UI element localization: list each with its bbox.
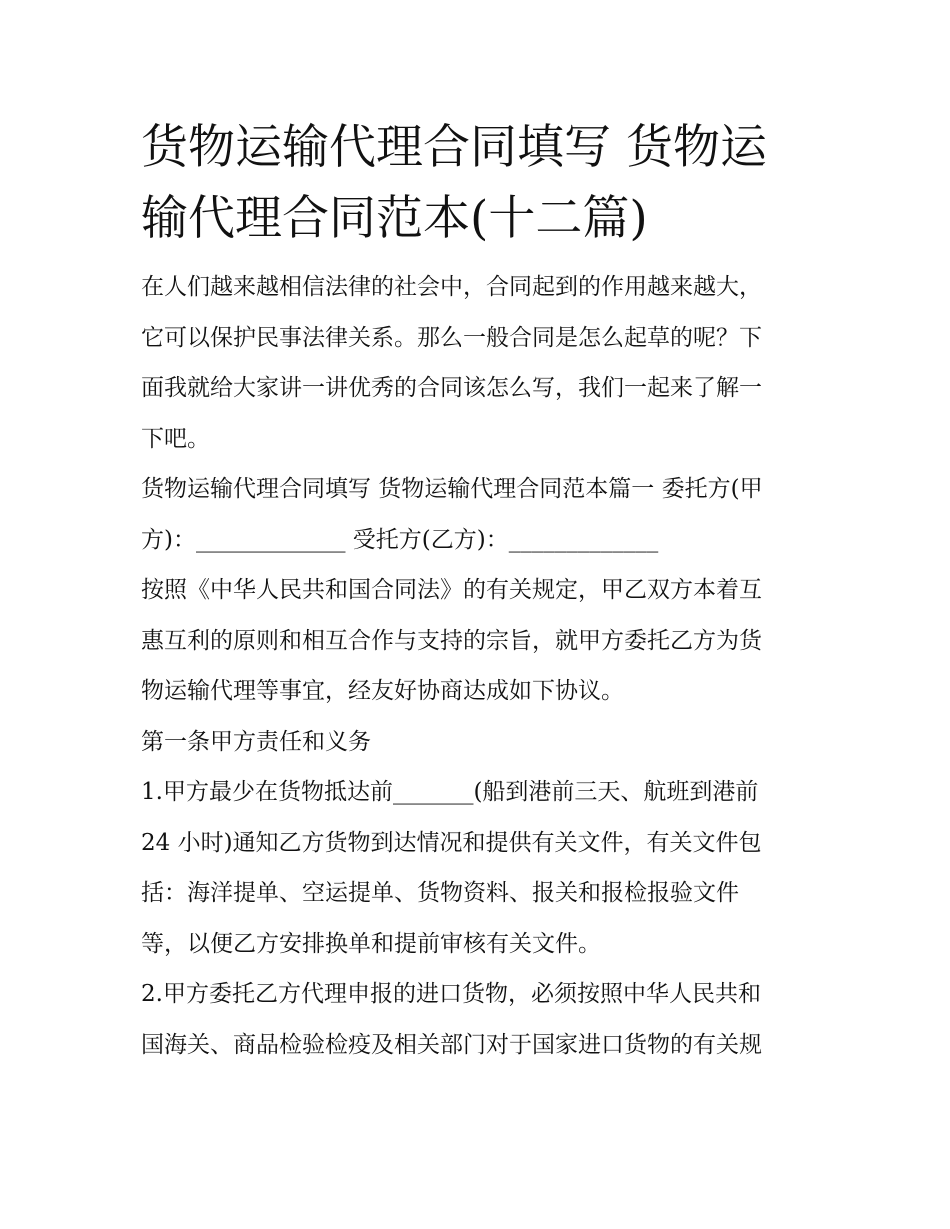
text-line: 1.甲方最少在货物抵达前_______(船到港前三天、航班到港前 xyxy=(141,779,759,805)
text-line: 在人们越来越相信法律的社会中，合同起到的作用越来越大， xyxy=(141,274,762,300)
text-line: 方)：_____________ 受托方(乙方)：_____________ xyxy=(141,526,659,553)
text-line: 它可以保护民事法律关系。那么一般合同是怎么起草的呢？下 xyxy=(141,324,762,351)
document-body xyxy=(141,262,813,1070)
text-line: 惠互利的原则和相互合作与支持的宗旨，就甲方委托乙方为货 xyxy=(141,627,762,654)
text-line: 第一条甲方责任和义务 xyxy=(141,728,371,755)
text-line: 物运输代理等事宜，经友好协商达成如下协议。 xyxy=(141,678,624,704)
text-line: 括：海洋提单、空运提单、货物资料、报关和报检报验文件 xyxy=(141,880,739,906)
text-line: 货物运输代理合同填写 货物运输代理合同范本篇一 委托方(甲 xyxy=(141,476,763,502)
preamble-paragraph xyxy=(141,565,813,717)
text-line: 国海关、商品检验检疫及相关部门对于国家进口货物的有关规 xyxy=(141,1031,762,1058)
article-heading xyxy=(141,717,813,768)
text-line: 下吧。 xyxy=(141,425,210,452)
clause-2-paragraph xyxy=(141,969,813,1070)
text-line: 按照《中华人民共和国合同法》的有关规定，甲乙双方本着互 xyxy=(141,577,762,603)
intro-paragraph xyxy=(141,262,813,464)
title-line: 输代理合同范本(十二篇) xyxy=(141,191,648,246)
document-page xyxy=(141,112,813,1070)
text-line: 24 小时)通知乙方货物到达情况和提供有关文件，有关文件包 xyxy=(141,829,762,856)
clause-1-paragraph xyxy=(141,767,813,969)
text-line: 2.甲方委托乙方代理申报的进口货物，必须按照中华人民共和 xyxy=(141,981,761,1007)
document-title xyxy=(141,112,813,254)
text-line: 面我就给大家讲一讲优秀的合同该怎么写，我们一起来了解一 xyxy=(141,375,762,401)
parties-paragraph xyxy=(141,464,813,565)
text-line: 等，以便乙方安排换单和提前审核有关文件。 xyxy=(141,930,601,957)
title-line: 货物运输代理合同填写 货物运 xyxy=(141,120,767,175)
